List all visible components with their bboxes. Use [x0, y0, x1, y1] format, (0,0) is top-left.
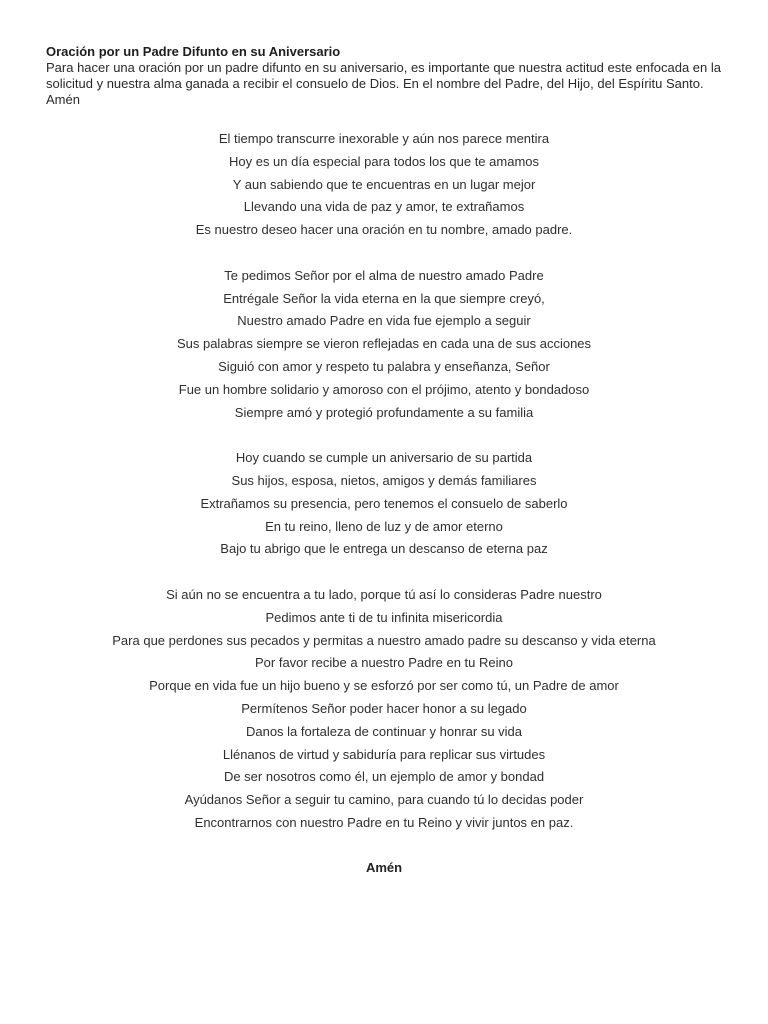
- poem-line: Ayúdanos Señor a seguir tu camino, para cuando tú lo decidas poder: [184, 792, 584, 808]
- intro-paragraph: Para hacer una oración por un padre difunto en su aniversario, es importante que nuestra actitud este enfocada en la solicitud y nuestra alma ganada a recibir el consuelo de Dios. En el nombre del Padre, del Hijo, del Espíritu Santo. Amén: [46, 60, 721, 107]
- poem-line: Sus palabras siempre se vieron reflejadas en cada una de sus acciones: [176, 336, 592, 352]
- poem-line: Llénanos de virtud y sabiduría para replicar sus virtudes: [222, 746, 546, 762]
- prayer-poem: [46, 128, 722, 835]
- poem-line: Nuestro amado Padre en vida fue ejemplo a seguir: [237, 313, 531, 329]
- poem-line: Por favor recibe a nuestro Padre en tu Reino: [255, 655, 513, 671]
- stanza: [46, 265, 722, 425]
- poem-line: Hoy cuando se cumple un aniversario de su partida: [235, 450, 533, 466]
- poem-line: Hoy es un día especial para todos los que te amamos: [228, 153, 539, 169]
- poem-line: El tiempo transcurre inexorable y aún nos parece mentira: [218, 131, 550, 146]
- poem-line: Entrégale Señor la vida eterna en la que siempre creyó,: [223, 290, 545, 306]
- poem-line: Sus hijos, esposa, nietos, amigos y demás familiares: [231, 472, 537, 488]
- poem-line: En tu reino, lleno de luz y de amor eterno: [265, 518, 503, 534]
- poem-line: Siempre amó y protegió profundamente a su familia: [234, 404, 534, 420]
- poem-line: Siguió con amor y respeto tu palabra y enseñanza, Señor: [218, 358, 550, 374]
- poem-line: Es nuestro deseo hacer una oración en tu nombre, amado padre.: [195, 222, 573, 238]
- poem-line: Para que perdones sus pecados y permitas a nuestro amado padre su descanso y vida eterna: [112, 632, 656, 648]
- poem-line: Y aun sabiendo que te encuentras en un lugar mejor: [232, 176, 536, 192]
- document-title: Oración por un Padre Difunto en su Aniversario: [46, 44, 341, 59]
- poem-line: Llevando una vida de paz y amor, te extrañamos: [243, 199, 525, 215]
- poem-line: Danos la fortaleza de continuar y honrar su vida: [245, 723, 523, 739]
- document-page: [46, 44, 722, 880]
- poem-line: Pedimos ante ti de tu infinita misericordia: [265, 609, 503, 625]
- stanza: [46, 447, 722, 561]
- poem-line: Extrañamos su presencia, pero tenemos el consuelo de saberlo: [200, 495, 568, 511]
- poem-line: Te pedimos Señor por el alma de nuestro amado Padre: [224, 267, 544, 283]
- poem-line: Bajo tu abrigo que le entrega un descanso de eterna paz: [220, 541, 548, 557]
- closing-amen: Amén: [365, 859, 403, 875]
- poem-line: Encontrarnos con nuestro Padre en tu Reino y vivir juntos en paz.: [194, 814, 574, 830]
- poem-line: Si aún no se encuentra a tu lado, porque tú así lo consideras Padre nuestro: [166, 586, 602, 602]
- poem-line: Porque en vida fue un hijo bueno y se esforzó por ser como tú, un Padre de amor: [149, 678, 619, 694]
- poem-line: De ser nosotros como él, un ejemplo de amor y bondad: [223, 769, 545, 785]
- poem-line: Permítenos Señor poder hacer honor a su legado: [241, 700, 527, 716]
- poem-line: Fue un hombre solidario y amoroso con el prójimo, atento y bondadoso: [178, 381, 590, 397]
- stanza: [46, 584, 722, 835]
- stanza: [46, 128, 722, 242]
